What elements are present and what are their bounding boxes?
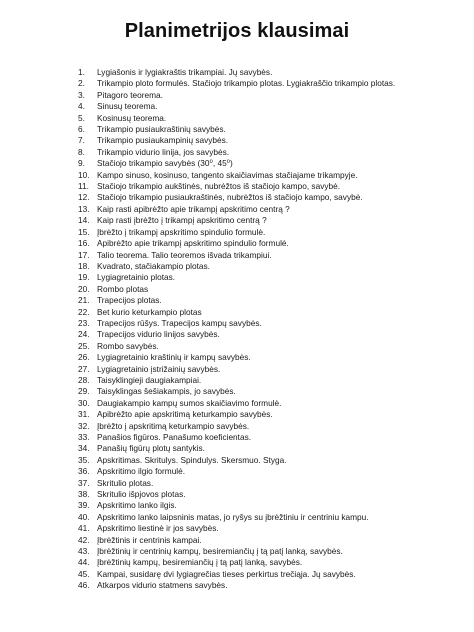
question-item <box>78 557 458 568</box>
question-text: Įbrėžtinis ir centrinis kampai. <box>97 534 202 545</box>
question-item <box>78 90 458 101</box>
question-number: 42. <box>78 534 90 545</box>
question-text: Įbrėžtinių ir centrinių kampų, besiremiančių į tą patį lanką, savybės. <box>97 546 343 557</box>
question-number: 14. <box>78 215 90 226</box>
question-text: Trapecijos vidurio linijos savybės. <box>97 329 220 340</box>
question-item <box>78 432 458 443</box>
question-text: Apibrėžto apie apskritimą keturkampio savybės. <box>97 409 273 420</box>
question-item <box>78 295 458 306</box>
question-text: Taisyklingas šešiakampis, jo savybės. <box>97 386 236 397</box>
question-item <box>78 443 458 454</box>
question-number: 20. <box>78 283 90 294</box>
question-text: Apskritimo lanko ilgis. <box>97 500 177 511</box>
question-text: Panašių figūrų plotų santykis. <box>97 443 205 454</box>
question-number: 36. <box>78 466 90 477</box>
question-item <box>78 466 458 477</box>
question-text: Bet kurio keturkampio plotas <box>97 306 202 317</box>
question-item <box>78 284 458 295</box>
question-item <box>78 535 458 546</box>
question-number: 45. <box>78 568 90 579</box>
question-text: Trapecijos plotas. <box>97 295 162 306</box>
question-text: Pitagoro teorema. <box>97 89 163 100</box>
question-text: Trikampio pusiaukraštinių savybės. <box>97 124 226 135</box>
question-number: 12. <box>78 192 90 203</box>
question-text: Sinusų teorema. <box>97 101 158 112</box>
question-number: 24. <box>78 329 90 340</box>
question-text: Trikampio pusiaukampinių savybės. <box>97 135 229 146</box>
question-number: 19. <box>78 272 90 283</box>
question-item <box>78 192 458 203</box>
question-item <box>78 124 458 135</box>
question-item <box>78 409 458 420</box>
question-text: Kaip rasti įbrėžto į trikampį apskritimo centrą ? <box>97 215 267 226</box>
question-number: 9. <box>78 158 85 169</box>
question-text: Apskritimo liestinė ir jos savybės. <box>97 523 219 534</box>
document-title: Planimetrijos klausimai <box>124 20 350 42</box>
question-text: Apskritimo lanko laipsninis matas, jo ryšys su įbrėžtiniu ir centriniu kampu. <box>97 511 369 522</box>
question-text: Daugiakampio kampų sumos skaičiavimo formulė. <box>97 397 282 408</box>
question-text: Apskritimo ilgio formulė. <box>97 466 186 477</box>
question-text: Apibrėžto apie trikampį apskritimo spindulio formulė. <box>97 238 289 249</box>
question-item <box>78 307 458 318</box>
question-number: 28. <box>78 374 90 385</box>
question-number: 25. <box>78 340 90 351</box>
question-text: Kaip rasti apibrėžto apie trikampį apskritimo centrą ? <box>97 203 290 214</box>
question-item <box>78 546 458 557</box>
question-number: 34. <box>78 443 90 454</box>
question-number: 39. <box>78 500 90 511</box>
question-number: 31. <box>78 409 90 420</box>
question-text: Rombo savybės. <box>97 340 159 351</box>
question-number: 17. <box>78 249 90 260</box>
question-item <box>78 478 458 489</box>
question-text: Kampo sinuso, kosinuso, tangento skaičiavimas stačiajame trikampyje. <box>97 169 358 180</box>
question-number: 13. <box>78 203 90 214</box>
question-item <box>78 421 458 432</box>
question-text: Stačiojo trikampio savybės (30⁰, 45⁰) <box>97 158 233 169</box>
question-number: 38. <box>78 489 90 500</box>
question-item <box>78 341 458 352</box>
question-item <box>78 375 458 386</box>
question-text: Įbrėžto į apskritimą keturkampio savybės. <box>97 420 250 431</box>
question-item <box>78 512 458 523</box>
question-item <box>78 204 458 215</box>
question-item <box>78 261 458 272</box>
question-text: Panašios figūros. Panašumo koeficientas. <box>97 432 252 442</box>
question-text: Rombo plotas <box>97 283 149 294</box>
question-item <box>78 250 458 261</box>
question-number: 27. <box>78 363 90 374</box>
question-number: 30. <box>78 397 90 408</box>
question-number: 26. <box>78 352 90 363</box>
question-text: Trikampio vidurio linija, jos savybės. <box>97 146 230 157</box>
question-text: Trapecijos rūšys. Trapecijos kampų savybės. <box>97 317 262 328</box>
question-text: Įbrėžtinių kampų, besiremiančių į tą patį lanką, savybės. <box>97 557 303 568</box>
question-text: Lygiagretainio kraštinių ir kampų savybės. <box>97 352 251 363</box>
question-number: 41. <box>78 523 90 534</box>
question-number: 6. <box>78 124 85 135</box>
question-number: 40. <box>78 511 90 522</box>
question-item <box>78 523 458 534</box>
question-item <box>78 398 458 409</box>
question-number: 23. <box>78 317 90 328</box>
question-text: Atkarpos vidurio statmens savybės. <box>97 580 228 591</box>
question-item <box>78 227 458 238</box>
question-text: Stačiojo trikampio pusiaukraštinės, nubrėžtos iš stačiojo kampo, savybė. <box>97 192 363 203</box>
question-number: 21. <box>78 295 90 306</box>
question-number: 46. <box>78 580 90 591</box>
question-text: Skritulio išpjovos plotas. <box>97 489 186 500</box>
question-item <box>78 78 458 89</box>
question-item <box>78 352 458 363</box>
question-number: 1. <box>78 67 85 77</box>
question-item <box>78 329 458 340</box>
question-number: 2. <box>78 78 85 89</box>
question-text: Kvadrato, stačiakampio plotas. <box>97 260 210 271</box>
question-text: Kosinusų teorema. <box>97 112 167 123</box>
question-text: Stačiojo trikampio aukštinės, nubrėžtos iš stačiojo kampo, savybė. <box>97 181 341 192</box>
question-item <box>78 181 458 192</box>
question-number: 4. <box>78 101 85 112</box>
question-text: Taisyklingieji daugiakampiai. <box>97 374 202 385</box>
question-number: 43. <box>78 546 90 557</box>
question-number: 11. <box>78 181 89 192</box>
question-item <box>78 386 458 397</box>
question-number: 22. <box>78 306 90 317</box>
question-number: 29. <box>78 386 90 397</box>
question-text: Lygiašonis ir lygiakraštis trikampiai. Jų savybės. <box>97 67 273 77</box>
question-item <box>78 489 458 500</box>
question-number: 33. <box>78 432 90 442</box>
question-number: 18. <box>78 260 90 271</box>
question-item <box>78 580 458 591</box>
question-text: Skritulio plotas. <box>97 477 154 488</box>
question-number: 44. <box>78 557 90 568</box>
question-text: Talio teorema. Talio teoremos išvada trikampiui. <box>97 249 272 260</box>
question-item <box>78 215 458 226</box>
question-text: Įbrėžto į trikampį apskritimo spindulio formulė. <box>97 226 266 237</box>
question-number: 10. <box>78 169 90 180</box>
question-list <box>78 67 458 592</box>
question-number: 32. <box>78 420 90 431</box>
question-item <box>78 272 458 283</box>
question-number: 37. <box>78 477 90 488</box>
question-item <box>78 158 458 169</box>
question-number: 8. <box>78 146 85 157</box>
question-text: Apskritimas. Skritulys. Spindulys. Skersmuo. Styga. <box>97 454 287 465</box>
question-item <box>78 147 458 158</box>
question-number: 5. <box>78 112 85 123</box>
question-item <box>78 455 458 466</box>
question-item <box>78 318 458 329</box>
question-item <box>78 170 458 181</box>
question-number: 35. <box>78 454 90 465</box>
question-item <box>78 101 458 112</box>
question-number: 7. <box>78 135 85 146</box>
question-text: Trikampio ploto formulės. Stačiojo trikampio plotas. Lygiakraščio trikampio plotas. <box>97 78 396 89</box>
question-number: 3. <box>78 89 85 100</box>
question-text: Lygiagretainio įstrižainių savybės. <box>97 363 221 374</box>
question-item <box>78 569 458 580</box>
question-item <box>78 113 458 124</box>
question-item <box>78 67 458 78</box>
question-number: 16. <box>78 238 90 249</box>
question-number: 15. <box>78 226 90 237</box>
question-text: Lygiagretainio plotas. <box>97 272 176 283</box>
question-item <box>78 135 458 146</box>
question-item <box>78 364 458 375</box>
question-item <box>78 238 458 249</box>
question-text: Kampai, susidarę dvi lygiagrečias tieses perkirtus trečiąja. Jų savybės. <box>97 568 356 579</box>
question-item <box>78 500 458 511</box>
